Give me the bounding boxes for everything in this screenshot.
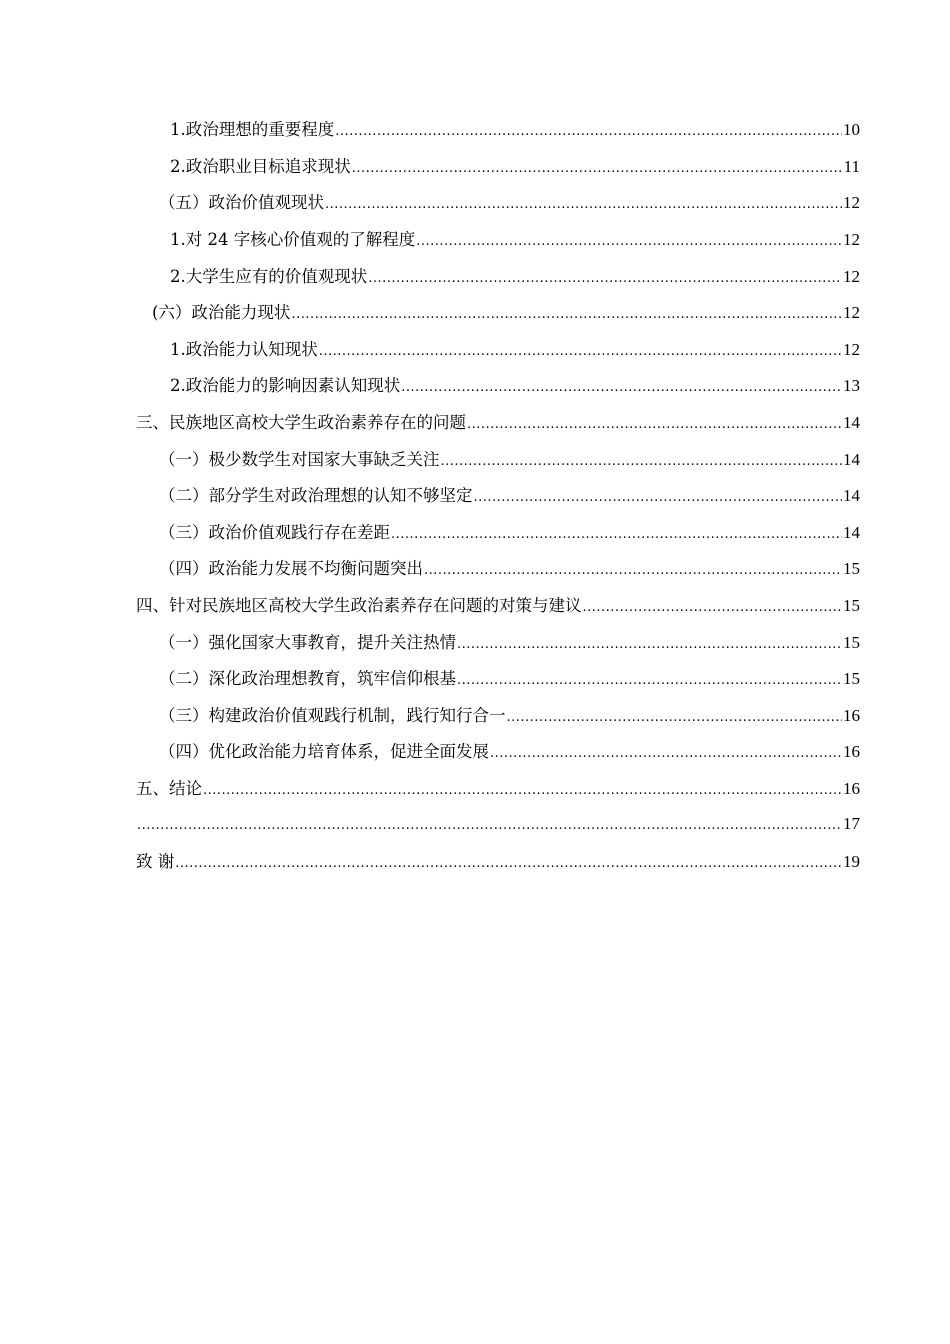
toc-entry-page: 16 xyxy=(843,705,860,725)
toc-dot-leader xyxy=(291,307,842,322)
toc-entry-title: 三、民族地区高校大学生政治素养存在的问题 xyxy=(136,413,466,433)
toc-entry-page: 15 xyxy=(843,596,860,616)
toc-dot-leader xyxy=(424,563,842,578)
toc-entry[interactable] xyxy=(0,513,950,550)
toc-entry-page: 12 xyxy=(843,266,860,286)
toc-entry[interactable] xyxy=(0,769,950,806)
toc-dot-leader xyxy=(457,637,842,652)
toc-entry[interactable] xyxy=(0,403,950,440)
toc-dot-leader xyxy=(467,417,842,432)
toc-entry[interactable] xyxy=(0,110,950,147)
toc-entry-title: （二）深化政治理想教育，筑牢信仰根基 xyxy=(159,669,456,689)
toc-entry-title: 1.政治能力认知现状 xyxy=(170,339,318,359)
toc-entry-page: 15 xyxy=(843,669,860,689)
toc-dot-leader xyxy=(137,818,842,833)
toc-entry-title: （三）政治价值观践行存在差距 xyxy=(159,522,390,542)
toc-dot-leader xyxy=(474,490,843,505)
toc-entry-page: 17 xyxy=(843,813,860,833)
toc-entry-page: 13 xyxy=(843,376,860,396)
toc-entry-page: 12 xyxy=(843,339,860,359)
toc-entry-title: 1.对 24 字核心价值观的了解程度 xyxy=(170,230,416,250)
toc-entry-title: 1.政治理想的重要程度 xyxy=(170,120,335,140)
toc-entry-page: 16 xyxy=(843,742,860,762)
toc-dot-leader xyxy=(352,161,843,176)
toc-entry[interactable] xyxy=(0,842,950,879)
toc-entry-title: 五、结论 xyxy=(136,778,202,798)
toc-dot-leader xyxy=(203,783,842,798)
toc-entry[interactable] xyxy=(0,330,950,367)
toc-dot-leader xyxy=(490,746,842,761)
toc-entry-page: 15 xyxy=(843,559,860,579)
toc-entry-page: 19 xyxy=(843,852,860,872)
toc-dot-leader xyxy=(319,344,842,359)
toc-entry-title: 四、针对民族地区高校大学生政治素养存在问题的对策与建议 xyxy=(136,596,582,616)
toc-entry[interactable] xyxy=(0,439,950,476)
toc-entry-title: （一）极少数学生对国家大事缺乏关注 xyxy=(159,449,440,469)
toc-dot-leader xyxy=(457,673,842,688)
toc-entry[interactable] xyxy=(0,696,950,733)
toc-entry[interactable] xyxy=(0,256,950,293)
toc-entry[interactable] xyxy=(0,732,950,769)
toc-entry-page: 14 xyxy=(843,413,860,433)
toc-dot-leader xyxy=(416,234,842,249)
toc-dot-leader xyxy=(335,124,842,139)
toc-entry-title: （四）政治能力发展不均衡问题突出 xyxy=(159,559,423,579)
toc-entry-title: 2.政治职业目标追求现状 xyxy=(170,156,351,176)
toc-entry[interactable] xyxy=(0,586,950,623)
toc-entry-title: （五）政治价值观现状 xyxy=(159,193,324,213)
toc-entry[interactable] xyxy=(0,476,950,513)
toc-entry-title: 2.政治能力的影响因素认知现状 xyxy=(170,376,401,396)
toc-entry-page: 10 xyxy=(843,120,860,140)
toc-entry-title: （一）强化国家大事教育，提升关注热情 xyxy=(159,632,456,652)
toc-entry-page: 15 xyxy=(843,632,860,652)
toc-entry-page: 14 xyxy=(843,522,860,542)
toc-entry-title: 致 谢 xyxy=(136,852,175,872)
table-of-contents xyxy=(0,110,950,878)
toc-entry[interactable] xyxy=(0,366,950,403)
toc-entry-page: 12 xyxy=(843,303,860,323)
toc-entry-page: 16 xyxy=(843,778,860,798)
toc-entry-title: （三）构建政治价值观践行机制，践行知行合一 xyxy=(159,705,506,725)
toc-dot-leader xyxy=(325,197,842,212)
toc-entry[interactable] xyxy=(0,220,950,257)
toc-entry-page: 14 xyxy=(843,449,860,469)
toc-entry[interactable] xyxy=(0,293,950,330)
toc-dot-leader xyxy=(401,380,842,395)
toc-entry[interactable] xyxy=(0,805,950,842)
toc-entry-page: 14 xyxy=(843,486,860,506)
toc-entry[interactable] xyxy=(0,183,950,220)
toc-dot-leader xyxy=(583,600,843,615)
toc-entry-page: 12 xyxy=(843,193,860,213)
toc-entry[interactable] xyxy=(0,147,950,184)
toc-dot-leader xyxy=(368,271,842,286)
toc-entry-page: 12 xyxy=(843,230,860,250)
toc-dot-leader xyxy=(391,527,842,542)
toc-entry[interactable] xyxy=(0,622,950,659)
toc-entry[interactable] xyxy=(0,659,950,696)
toc-entry[interactable] xyxy=(0,549,950,586)
toc-dot-leader xyxy=(507,710,843,725)
toc-entry-title: 2.大学生应有的价值观现状 xyxy=(170,266,368,286)
toc-dot-leader xyxy=(441,454,843,469)
toc-entry-title: （二）部分学生对政治理想的认知不够坚定 xyxy=(159,486,473,506)
toc-dot-leader xyxy=(175,856,842,871)
toc-entry-page: 11 xyxy=(843,156,860,176)
toc-entry-title: （四）优化政治能力培育体系，促进全面发展 xyxy=(159,742,489,762)
toc-entry-title: (六）政治能力现状 xyxy=(152,303,291,323)
